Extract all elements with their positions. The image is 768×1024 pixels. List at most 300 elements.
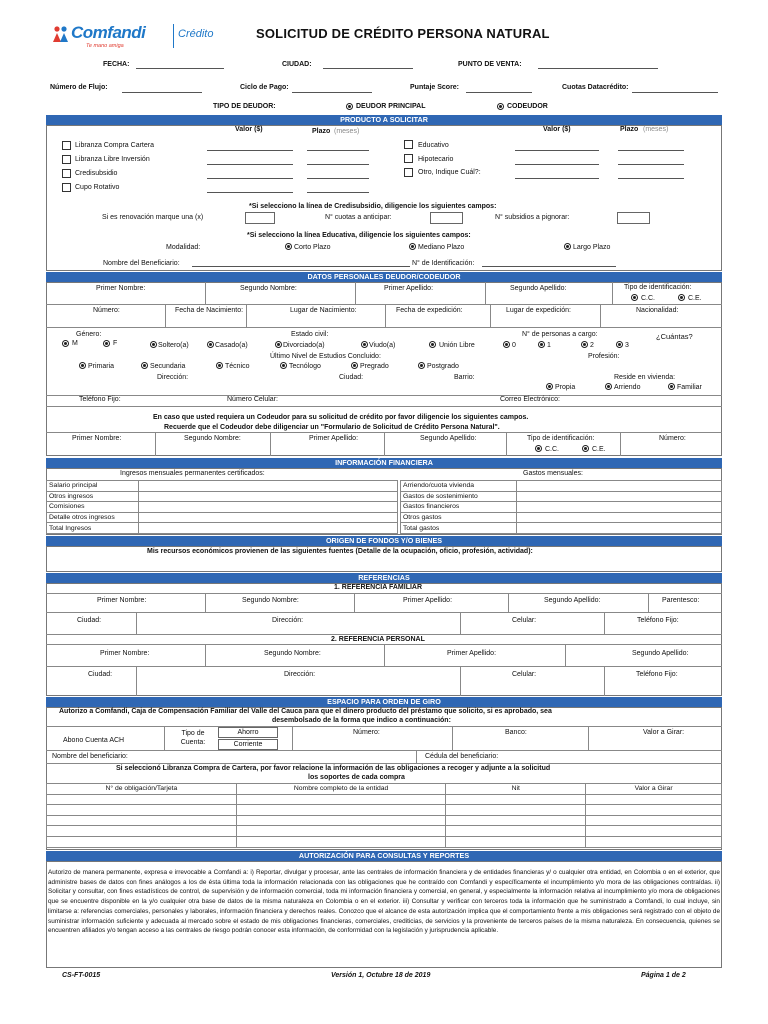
profesion-label: Profesión:	[588, 353, 620, 360]
personas-label: N° de personas a cargo:	[522, 331, 598, 338]
col-line	[136, 666, 137, 696]
propia-label: Propia	[555, 384, 576, 391]
row-line	[46, 666, 722, 667]
amount-cell[interactable]	[139, 481, 398, 492]
arriendo-label: Arriendo	[614, 384, 641, 391]
autorizacion-bar: AUTORIZACIÓN PARA CONSULTAS Y REPORTES	[46, 851, 722, 861]
table-row	[401, 512, 722, 523]
table-row	[47, 512, 398, 523]
abono-label: Abono Cuenta ACH	[63, 737, 125, 744]
obligation-cell[interactable]	[446, 794, 586, 805]
row-label: Arriendo/cuota vivienda	[401, 481, 517, 492]
col-line	[604, 612, 605, 634]
largo-plazo-label: Largo Plazo	[573, 244, 611, 251]
col-line	[246, 304, 247, 327]
ce-radio[interactable]	[678, 294, 685, 301]
gastos-title: Gastos mensuales:	[523, 470, 583, 477]
obligation-cell[interactable]	[47, 794, 237, 805]
renovacion-label: Si es renovación marque una (x)	[102, 214, 204, 221]
renovacion-box[interactable]	[245, 212, 275, 224]
table-row	[47, 815, 722, 826]
amount-cell[interactable]	[139, 523, 398, 534]
col-line	[565, 644, 566, 666]
row-label: Comisiones	[47, 502, 139, 513]
flujo-label: Número de Flujo:	[50, 84, 108, 91]
page-number: Página 1 de 2	[641, 972, 686, 979]
brand-name: Comfandi	[71, 23, 146, 42]
tipo-deudor-label: TIPO DE DEUDOR:	[213, 103, 276, 110]
cuotas-anticipar-label: N° cuotas a anticipar:	[325, 214, 392, 221]
cc-label: C.C.	[641, 295, 655, 302]
soltero-label: Soltero(a)	[158, 342, 189, 349]
cupo-rotativo-label: Cupo Rotativo	[75, 184, 120, 191]
table-row	[401, 491, 722, 502]
divorciado-label: Divorciado(a)	[283, 342, 325, 349]
amount-cell[interactable]	[139, 512, 398, 523]
ref1-primer-apellido-label: Primer Apellido:	[403, 597, 453, 604]
valor-header-left: Valor ($)	[235, 126, 263, 133]
casado-label: Casado(a)	[215, 342, 248, 349]
educativo-checkbox[interactable]	[404, 140, 413, 149]
column-header: N° de obligación/Tarjeta	[47, 784, 237, 795]
ahorro-label: Ahorro	[237, 729, 259, 736]
genero-f-label: F	[113, 340, 118, 347]
cedula-beneficiario-label: Cédula del beneficiario:	[425, 753, 499, 760]
hipotecario-label: Hipotecario	[418, 156, 454, 163]
col-line	[205, 282, 206, 304]
row-line	[46, 750, 722, 751]
obligation-cell[interactable]	[586, 826, 722, 837]
corriente-label: Corriente	[233, 741, 263, 748]
subsidios-label: N° subsidios a pignorar:	[495, 214, 570, 221]
mediano-plazo-radio[interactable]	[409, 243, 416, 250]
primer-apellido-label: Primer Apellido:	[384, 285, 434, 292]
brand-tagline: Te mano amiga	[86, 43, 124, 49]
col-line	[648, 593, 649, 612]
libranza-libre-label: Libranza Libre Inversión	[75, 156, 150, 163]
union-libre-radio[interactable]	[429, 341, 436, 348]
obligation-cell[interactable]	[586, 805, 722, 816]
direccion-label: Dirección:	[157, 374, 189, 381]
plazo-field[interactable]	[307, 150, 369, 151]
amount-cell[interactable]	[139, 502, 398, 513]
libranza-libre-checkbox[interactable]	[62, 155, 71, 164]
numero-giro-label: Número:	[353, 729, 380, 736]
ref1-direccion-label: Dirección:	[272, 617, 304, 624]
segundo-nombre-label: Segundo Nombre:	[240, 285, 297, 292]
form-version: Versión 1, Octubre 18 de 2019	[331, 972, 431, 979]
col-line	[205, 644, 206, 666]
nombre-beneficiario-label: Nombre del beneficiario:	[52, 753, 128, 760]
row-label: Otros gastos	[401, 512, 517, 523]
cod-segundo-nombre-label: Segundo Nombre:	[184, 435, 241, 442]
obligation-cell[interactable]	[586, 815, 722, 826]
cod-cc-radio[interactable]	[535, 445, 542, 452]
pregrado-label: Pregrado	[360, 363, 389, 370]
col-line	[155, 432, 156, 456]
col-line	[452, 726, 453, 750]
largo-plazo-radio[interactable]	[564, 243, 571, 250]
ciudad-label: CIUDAD:	[282, 61, 312, 68]
ref1-segundo-apellido-label: Segundo Apellido:	[544, 597, 601, 604]
ref1-primer-nombre-label: Primer Nombre:	[97, 597, 147, 604]
tipo-id-label: Tipo de identificación:	[624, 284, 692, 291]
plazo-field-right[interactable]	[618, 164, 684, 165]
col-line	[205, 593, 206, 612]
tecnologo-label: Tecnólogo	[289, 363, 321, 370]
familiar-radio[interactable]	[668, 383, 675, 390]
obligaciones-table	[46, 783, 722, 848]
table-row	[401, 481, 722, 492]
origen-bar: ORIGEN DE FONDOS Y/O BIENES	[46, 536, 722, 546]
libranza-cartera-checkbox[interactable]	[62, 141, 71, 150]
row-line	[46, 634, 722, 635]
col-line	[604, 666, 605, 696]
ingresos-title: Ingresos mensuales permanentes certificados:	[120, 470, 265, 477]
personas-0-label: 0	[512, 342, 516, 349]
postgrado-label: Postgrado	[427, 363, 459, 370]
puntaje-field[interactable]	[466, 92, 532, 93]
row-label: Detalle otros ingresos	[47, 512, 139, 523]
credisubsidio-note: *Si selecciono la línea de Credisubsidio, diligencie los siguientes campos:	[249, 203, 497, 210]
column-header: Valor a Girar	[586, 784, 722, 795]
fecha-exp-label: Fecha de expedición:	[396, 307, 463, 314]
col-line	[600, 304, 601, 327]
ciclo-field[interactable]	[292, 92, 372, 93]
pregrado-radio[interactable]	[351, 362, 358, 369]
valor-field[interactable]	[207, 178, 293, 179]
row-line	[46, 304, 722, 305]
col-line	[136, 612, 137, 634]
referencias-bar: REFERENCIAS	[46, 573, 722, 583]
cod-primer-nombre-label: Primer Nombre:	[72, 435, 122, 442]
valor-field[interactable]	[207, 150, 293, 151]
cuantas-label: ¿Cuántas?	[656, 332, 693, 341]
fecha-nac-label: Fecha de Nacimiento:	[175, 307, 244, 314]
table-header	[47, 784, 722, 795]
producto-bar: PRODUCTO A SOLICITAR	[46, 115, 722, 125]
valor-field-right[interactable]	[515, 164, 599, 165]
identificacion-label: N° de Identificación:	[412, 260, 475, 267]
arriendo-radio[interactable]	[605, 383, 612, 390]
row-label: Salario principal	[47, 481, 139, 492]
column-header: Nombre completo de la entidad	[236, 784, 446, 795]
cc-radio[interactable]	[631, 294, 638, 301]
col-line	[164, 726, 165, 750]
ref2-primer-apellido-label: Primer Apellido:	[447, 650, 497, 657]
personas-3-radio[interactable]	[616, 341, 623, 348]
obligation-cell[interactable]	[236, 815, 446, 826]
viudo-label: Viudo(a)	[369, 342, 396, 349]
plazo-header-left: Plazo	[312, 128, 331, 135]
nacionalidad-label: Nacionalidad:	[636, 307, 679, 314]
valor-field[interactable]	[207, 164, 293, 165]
amount-cell[interactable]	[517, 523, 722, 534]
amount-cell[interactable]	[517, 481, 722, 492]
ref2-celular-label: Celular:	[512, 671, 537, 678]
ref2-telefono-label: Teléfono Fijo:	[636, 671, 678, 678]
beneficiario-label: Nombre del Beneficiario:	[103, 260, 180, 267]
col-line	[355, 282, 356, 304]
ref2-ciudad-label: Ciudad:	[88, 671, 113, 678]
lugar-nac-label: Lugar de Nacimiento:	[290, 307, 357, 314]
ref1-parentesco-label: Parentesco:	[662, 597, 700, 604]
amount-cell[interactable]	[139, 491, 398, 502]
punto-label: PUNTO DE VENTA:	[458, 61, 522, 68]
cod-ce-label: C.E.	[592, 446, 606, 453]
viudo-radio[interactable]	[361, 341, 368, 348]
obligation-cell[interactable]	[586, 794, 722, 805]
table-row	[47, 502, 398, 513]
valor-header-right: Valor ($)	[543, 126, 571, 133]
personas-3-label: 3	[625, 342, 629, 349]
ciudad-field[interactable]	[323, 68, 413, 69]
col-line	[384, 644, 385, 666]
deudor-principal-radio[interactable]	[346, 103, 353, 110]
divorciado-radio[interactable]	[275, 341, 282, 348]
row-label: Total Ingresos	[47, 523, 139, 534]
ref2-direccion-label: Dirección:	[284, 671, 316, 678]
correo-label: Correo Electrónico:	[500, 396, 560, 403]
col-line	[612, 282, 613, 304]
reside-label: Reside en vivienda:	[614, 374, 676, 381]
row-label: Gastos de sostenimiento	[401, 491, 517, 502]
postgrado-radio[interactable]	[418, 362, 425, 369]
genero-m-radio[interactable]	[62, 340, 69, 347]
row-line	[46, 763, 722, 764]
lugar-exp-label: Lugar de expedición:	[506, 307, 571, 314]
obligation-cell[interactable]	[236, 826, 446, 837]
mediano-plazo-label: Mediano Plazo	[418, 244, 465, 251]
col-line	[416, 750, 417, 763]
genero-label: Género:	[76, 331, 102, 338]
hipotecario-checkbox[interactable]	[404, 154, 413, 163]
valor-girar-label: Valor a Girar:	[643, 729, 685, 736]
col-line	[460, 666, 461, 696]
personales-bar: DATOS PERSONALES DEUDOR/CODEUDOR	[46, 272, 722, 282]
ref1-celular-label: Celular:	[512, 617, 537, 624]
codeudor-label: CODEUDOR	[507, 103, 548, 110]
row-line	[46, 593, 722, 594]
personas-1-label: 1	[547, 342, 551, 349]
giro-text-2: desembolsado de la forma que indico a continuación:	[272, 717, 451, 724]
meses-header-right: (meses)	[643, 126, 669, 133]
amount-cell[interactable]	[517, 512, 722, 523]
secundaria-radio[interactable]	[141, 362, 148, 369]
table-row	[401, 502, 722, 513]
valor-field[interactable]	[207, 192, 293, 193]
codeudor-note-1: En caso que usted requiera un Codeudor para su solicitud de crédito por favor diligencie los siguientes campos.	[153, 414, 529, 421]
table-row	[47, 794, 722, 805]
col-line	[385, 304, 386, 327]
table-row	[47, 523, 398, 534]
cuotas-label: Cuotas Datacrédito:	[562, 84, 629, 91]
obligation-cell[interactable]	[586, 836, 722, 847]
ce-label: C.E.	[688, 295, 702, 302]
ref-personal-title: 2. REFERENCIA PERSONAL	[331, 636, 425, 643]
propia-radio[interactable]	[546, 383, 553, 390]
meses-header-left: (meses)	[334, 128, 360, 135]
row-label: Otros ingresos	[47, 491, 139, 502]
column-header: Nit	[446, 784, 586, 795]
obligation-cell[interactable]	[236, 836, 446, 847]
cuotas-field[interactable]	[632, 92, 718, 93]
row-line	[46, 327, 722, 328]
col-line	[384, 432, 385, 456]
celular-label: Número Celular:	[227, 396, 278, 403]
ref2-segundo-apellido-label: Segundo Apellido:	[632, 650, 689, 657]
obligation-cell[interactable]	[446, 815, 586, 826]
secundaria-label: Secundaria	[150, 363, 186, 370]
fecha-label: FECHA:	[103, 61, 130, 68]
col-line	[354, 593, 355, 612]
col-line	[620, 432, 621, 456]
row-line	[46, 612, 722, 613]
fecha-field[interactable]	[136, 68, 224, 69]
tecnico-radio[interactable]	[216, 362, 223, 369]
beneficiario-field[interactable]	[192, 266, 410, 267]
tecnologo-radio[interactable]	[280, 362, 287, 369]
telefono-fijo-label: Teléfono Fijo:	[79, 396, 121, 403]
ingresos-table	[46, 480, 398, 534]
origen-text: Mis recursos económicos provienen de las siguientes fuentes (Detalle de la ocupación, oficio, profesión, actividad):	[147, 548, 533, 555]
personas-1-radio[interactable]	[538, 341, 545, 348]
col-line	[292, 726, 293, 750]
col-line	[490, 304, 491, 327]
segundo-apellido-label: Segundo Apellido:	[510, 285, 567, 292]
obligation-cell[interactable]	[446, 836, 586, 847]
numero-label: Número:	[93, 307, 120, 314]
obligation-cell[interactable]	[47, 826, 237, 837]
financiera-bar: INFORMACIÓN FINANCIERA	[46, 458, 722, 468]
table-row	[47, 826, 722, 837]
credisubsidio-label: Credisubsidio	[75, 170, 118, 177]
plazo-field[interactable]	[307, 192, 369, 193]
primaria-radio[interactable]	[79, 362, 86, 369]
punto-field[interactable]	[538, 68, 658, 69]
modalidad-label: Modalidad:	[166, 244, 201, 251]
libranza-note-2: los soportes de cada compra	[308, 774, 405, 781]
form-code: CS-FT-0015	[62, 972, 101, 979]
ref2-primer-nombre-label: Primer Nombre:	[100, 650, 150, 657]
page-title: SOLICITUD DE CRÉDITO PERSONA NATURAL	[256, 26, 550, 41]
ref1-ciudad-label: Ciudad:	[77, 617, 102, 624]
valor-field-right[interactable]	[515, 150, 599, 151]
primaria-label: Primaria	[88, 363, 115, 370]
deudor-principal-label: DEUDOR PRINCIPAL	[356, 103, 426, 110]
ref1-segundo-nombre-label: Segundo Nombre:	[242, 597, 299, 604]
soltero-radio[interactable]	[150, 341, 157, 348]
people-logo-icon	[52, 25, 70, 43]
genero-m-label: M	[72, 340, 78, 347]
cupo-rotativo-checkbox[interactable]	[62, 183, 71, 192]
giro-bar: ESPACIO PARA ORDEN DE GIRO	[46, 697, 722, 707]
puntaje-label: Puntaje Score:	[410, 84, 460, 91]
row-label: Gastos financieros	[401, 502, 517, 513]
plazo-field[interactable]	[307, 178, 369, 179]
educativo-label: Educativo	[418, 142, 449, 149]
row-line	[46, 406, 722, 407]
cod-primer-apellido-label: Primer Apellido:	[309, 435, 359, 442]
ciclo-label: Ciclo de Pago:	[240, 84, 289, 91]
personas-0-radio[interactable]	[503, 341, 510, 348]
logo	[52, 22, 172, 52]
libranza-cartera-label: Libranza Compra Cartera	[75, 142, 154, 149]
row-line	[46, 395, 722, 396]
col-line	[165, 304, 166, 327]
codeudor-note-2: Recuerde que el Codeudor debe diligenciar un "Formulario de Solicitud de Crédito Persona Natural".	[164, 424, 500, 431]
identificacion-field[interactable]	[482, 266, 616, 267]
obligation-cell[interactable]	[446, 805, 586, 816]
cuotas-anticipar-box[interactable]	[430, 212, 463, 224]
table-row	[401, 523, 722, 534]
tecnico-label: Técnico	[225, 363, 250, 370]
row-line	[46, 726, 722, 727]
obligation-cell[interactable]	[236, 805, 446, 816]
flujo-field[interactable]	[122, 92, 202, 93]
barrio-label: Barrio:	[454, 374, 475, 381]
col-line	[508, 593, 509, 612]
genero-f-radio[interactable]	[103, 340, 110, 347]
estado-civil-label: Estado civil:	[291, 331, 329, 338]
obligation-cell[interactable]	[47, 805, 237, 816]
familiar-label: Familiar	[677, 384, 702, 391]
otro-checkbox[interactable]	[404, 168, 413, 177]
amount-cell[interactable]	[517, 502, 722, 513]
credisubsidio-checkbox[interactable]	[62, 169, 71, 178]
corto-plazo-label: Corto Plazo	[294, 244, 331, 251]
plazo-field[interactable]	[307, 164, 369, 165]
educativo-note: *Si selecciono la línea Educativa, diligencie los siguientes campos:	[247, 232, 471, 239]
obligation-cell[interactable]	[47, 815, 237, 826]
cod-tipo-id-label: Tipo de identificación:	[527, 435, 595, 442]
tipo-cuenta-label: Tipo de Cuenta:	[180, 730, 206, 746]
personas-2-label: 2	[590, 342, 594, 349]
row-label: Total gastos	[401, 523, 517, 534]
table-row	[47, 836, 722, 847]
gastos-table	[400, 480, 722, 534]
primer-nombre-label: Primer Nombre:	[96, 285, 146, 292]
table-row	[47, 491, 398, 502]
ciudad-p-label: Ciudad:	[339, 374, 364, 381]
subsidios-box[interactable]	[617, 212, 650, 224]
casado-radio[interactable]	[207, 341, 214, 348]
cod-ce-radio[interactable]	[582, 445, 589, 452]
plazo-field-right[interactable]	[618, 178, 684, 179]
giro-text-1: Autorizo a Comfandi, Caja de Compensación Familiar del Valle del Cauca para que el dinero producto del préstamo que solicito, si es aprobado, sea	[59, 708, 552, 715]
col-line	[485, 282, 486, 304]
valor-field-right[interactable]	[515, 178, 599, 179]
personas-2-radio[interactable]	[581, 341, 588, 348]
ref1-telefono-label: Teléfono Fijo:	[637, 617, 679, 624]
plazo-header-right: Plazo	[620, 126, 639, 133]
corto-plazo-radio[interactable]	[285, 243, 292, 250]
table-row	[47, 805, 722, 816]
col-line	[460, 612, 461, 634]
codeudor-radio[interactable]	[497, 103, 504, 110]
table-row	[47, 481, 398, 492]
estudios-label: Último Nivel de Estudios Concluido:	[270, 353, 381, 360]
obligation-cell[interactable]	[236, 794, 446, 805]
banco-label: Banco:	[505, 729, 527, 736]
autorizacion-text: Autorizo de manera permanente, expresa e irrevocable a Comfandi a: i) Reportar, divulgar y procesar, ante las centrales de información financiera y de entidades financieras y/ o cualquier otra entidad, en Colombia o en el exterior, que administre bases de datos con fines análogos a los de ésta última toda la información relacionada con las obligaciones que he contraído con Comfandi y específicamente el incumplimiento y/o mora de las obligaciones contraídas. ii) Solicitar y consultar, con fines estadísticos de control, de supervisión y de información comercial, toda mi información financiera y comercial, en general, y especialmente la información relativa al incumplimiento y/o mora de obligaciones que se encuentre disponible en la y/o cualquier otra base de datos de la misma naturaleza en Colombia o en el exterior. iii) Consultar y verificar con terceros toda la información que he suministrado a Comfandi, lo cual incluye, sin limitarse a: referencias comerciales, personales y laborales, información financiera y derechos reales. Conozco que el alcance de esta autorización implica que el comportamiento frente a mis obligaciones será registrado con el objeto de suministrar información suficiente y adecuada al mercado sobre el estado de mis obligaciones financieras, comerciales, crediticias, de servicios y la proveniente de terceros países de la misma naturaleza. En consecuencia, quienes se encuentren afiliados y/o tengan acceso a las centrales de riesgo podrán conocer esta información, de conformidad con la legislación y jurisprudencia aplicable.	[48, 869, 720, 935]
obligation-cell[interactable]	[446, 826, 586, 837]
obligation-cell[interactable]	[47, 836, 237, 847]
col-line	[270, 432, 271, 456]
amount-cell[interactable]	[517, 491, 722, 502]
cod-segundo-apellido-label: Segundo Apellido:	[420, 435, 477, 442]
plazo-field-right[interactable]	[618, 150, 684, 151]
